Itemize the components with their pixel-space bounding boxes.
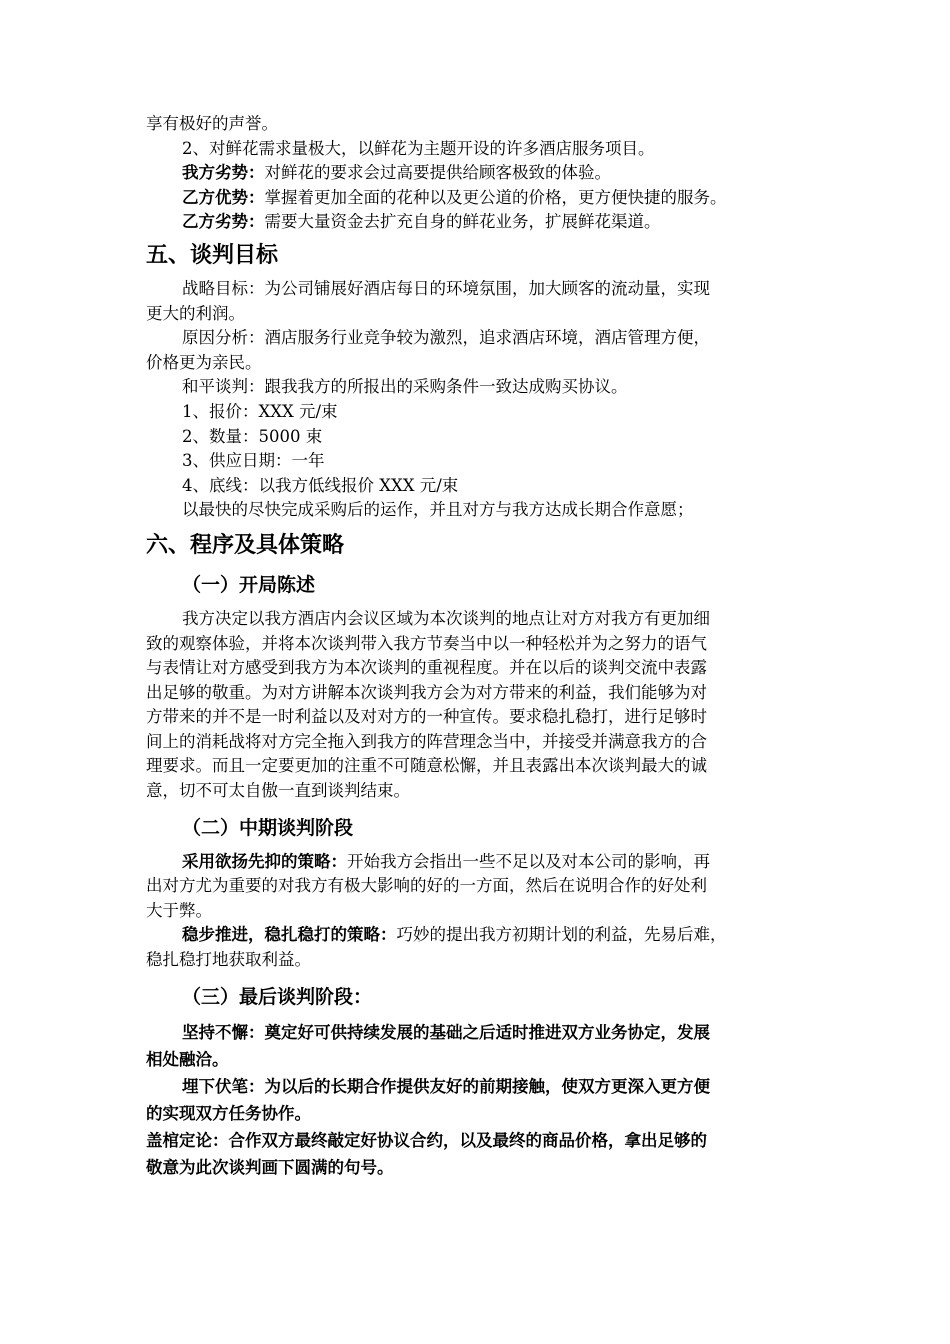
subsection-2-heading: （二）中期谈判阶段 [182, 816, 354, 839]
text-our-weakness: 对鲜花的要求会过高要提供给顾客极致的体验。 [264, 163, 611, 183]
subsection-1-heading: （一）开局陈述 [182, 573, 316, 596]
text-party-b-strength: 掌握着更加全面的花种以及更公道的价格，更方便快捷的服务。 [264, 187, 727, 207]
opening-statement-paragraph [146, 607, 810, 804]
text-line: 出对方尤为重要的对我方有极大影响的好的一方面，然后在说明合作的好处利 [146, 876, 707, 896]
peace-negotiation-line: 和平谈判：跟我我方的所报出的采购条件一致达成购买协议。 [182, 377, 628, 397]
strategy-2-line-1 [146, 923, 810, 948]
party-b-weakness-line [146, 210, 810, 235]
text-line: 间上的消耗战将对方完全拖入到我方的阵营理念当中，并接受并满意我方的合 [146, 731, 707, 751]
label-strategy-1: 采用欲扬先抑的策略： [182, 851, 347, 871]
reason-line-1: 原因分析：酒店服务行业竞争较为激烈，追求酒店环境，酒店管理方便， [182, 328, 710, 348]
list-item: 2、数量：5000 束 [182, 426, 323, 446]
closing-line: 以最快的尽快完成采购后的运作，并且对方与我方达成长期合作意愿； [182, 500, 694, 520]
text-line: 稳扎稳打地获取利益。 [146, 950, 311, 970]
conclusion-line-1: 盖棺定论：合作双方最终敲定好协议合约，以及最终的商品价格，拿出足够的 [146, 1130, 707, 1150]
list-item: 1、报价：XXX 元/束 [182, 401, 338, 421]
subsection-3-heading: （三）最后谈判阶段： [182, 985, 373, 1008]
text-line: 2、对鲜花需求量极大，以鲜花为主题开设的许多酒店服务项目。 [182, 138, 655, 158]
document-page [146, 112, 810, 1181]
text-line: 大于弊。 [146, 900, 212, 920]
section-6-heading: 六、程序及具体策略 [146, 532, 345, 558]
text-strategy-1: 开始我方会指出一些不足以及对本公司的影响，再 [347, 851, 710, 871]
party-b-strength-line [146, 186, 810, 211]
text-line: 方带来的并不是一时利益以及对对方的一种宣传。要求稳扎稳打，进行足够时 [146, 707, 707, 727]
text-line: 出足够的敬重。为对方讲解本次谈判我方会为对方带来的利益，我们能够为对 [146, 682, 707, 702]
persistence-line-2: 相处融洽。 [146, 1049, 229, 1069]
persistence-line-1: 坚持不懈：奠定好可供持续发展的基础之后适时推进双方业务协定，发展 [182, 1022, 710, 1042]
reason-line-2: 价格更为亲民。 [146, 352, 262, 372]
text-strategy-2: 巧妙的提出我方初期计划的利益，先易后难， [396, 925, 727, 945]
label-strategy-2: 稳步推进，稳扎稳打的策略： [182, 925, 397, 945]
text-line: 理要求。而且一定要更加的注重不可随意松懈，并且表露出本次谈判最大的诚 [146, 756, 707, 776]
list-item: 3、供应日期：一年 [182, 451, 325, 471]
foreshadow-line-2: 的实现双方任务协作。 [146, 1103, 311, 1123]
our-weakness-line [146, 161, 810, 186]
label-party-b-weakness: 乙方劣势： [182, 212, 265, 232]
label-our-weakness: 我方劣势： [182, 163, 265, 183]
list-item: 4、底线：以我方低线报价 XXX 元/束 [182, 475, 459, 495]
section-5-heading: 五、谈判目标 [146, 242, 279, 268]
foreshadow-line-1: 埋下伏笔：为以后的长期合作提供友好的前期接触，使双方更深入更方便 [182, 1076, 710, 1096]
conclusion-line-2: 敬意为此次谈判画下圆满的句号。 [146, 1157, 394, 1177]
strategy-goal-line-1: 战略目标：为公司铺展好酒店每日的环境氛围，加大顾客的流动量，实现 [182, 278, 710, 298]
strategy-goal-line-2: 更大的利润。 [146, 303, 245, 323]
text-line: 与表情让对方感受到我方为本次谈判的重视程度。并在以后的谈判交流中表露 [146, 658, 707, 678]
label-party-b-strength: 乙方优势： [182, 187, 265, 207]
strategy-1-line-1 [146, 850, 810, 875]
text-line: 享有极好的声誉。 [146, 114, 278, 133]
text-line: 我方决定以我方酒店内会议区域为本次谈判的地点让对方对我方有更加细 [182, 608, 710, 628]
text-party-b-weakness: 需要大量资金去扩充自身的鲜花业务，扩展鲜花渠道。 [264, 212, 661, 232]
text-line: 致的观察体验，并将本次谈判带入我方节奏当中以一种轻松并为之努力的语气 [146, 633, 707, 653]
text-line: 意，切不可太自傲一直到谈判结束。 [146, 781, 410, 801]
